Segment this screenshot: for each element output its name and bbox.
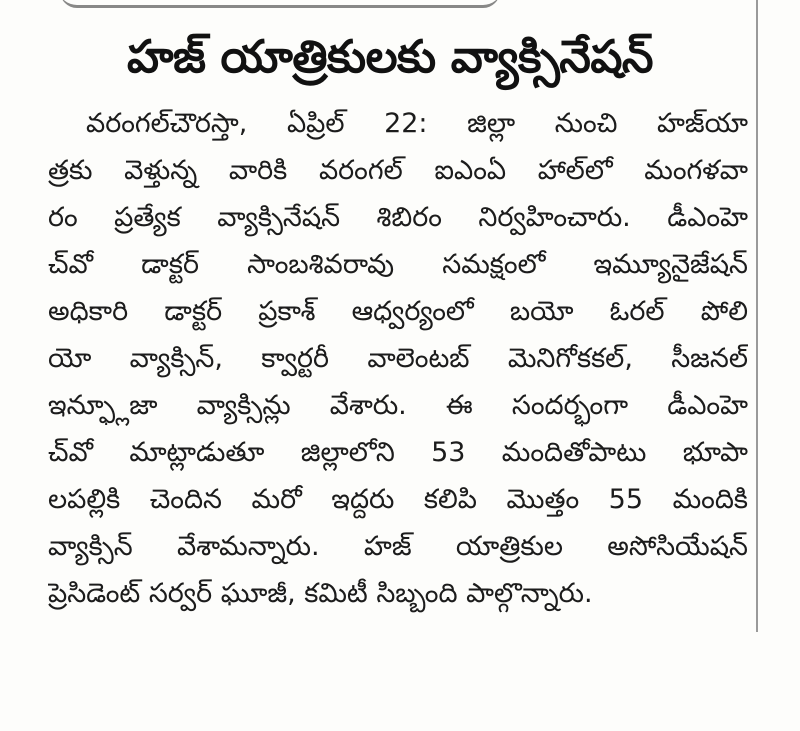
- article-line-11: ప్రెసిడెంట్ సర్వర్ ఘూజీ, కమిటీ సిబ్బంది పాల్గొన్నారు.: [48, 578, 593, 609]
- column-divider: [756, 0, 758, 632]
- article-headline: హజ్ యాత్రికులకు వ్యాక్సినేషన్: [126, 30, 654, 83]
- article-body: [48, 100, 748, 617]
- article-line-2: త్రకు వెళ్తున్న వారికి వరంగల్ ఐఎంఏ హాల్‌లో మంగళవా: [48, 155, 748, 186]
- article-line-9: లపల్లికి చెందిన మరో ఇద్దరు కలిపి మొత్తం 55 మందికి: [48, 484, 748, 515]
- article-line-10: వ్యాక్సిన్ వేశామన్నారు. హజ్ యాత్రికుల అసోసియేషన్: [48, 531, 748, 562]
- previous-article-edge: [60, 0, 500, 10]
- article-line-7: ఇన్ఫ్లూజా వ్యాక్సిన్లు వేశారు. ఈ సందర్భంగా డీఎంహె: [48, 390, 748, 421]
- article-line-6: యో వ్యాక్సిన్, క్వార్టరీ వాలెంటబ్ మెనిగోకకల్, సీజనల్: [48, 343, 748, 374]
- article-line-5: అధికారి డాక్టర్ ప్రకాశ్ ఆధ్వర్యంలో బయో ఓరల్ పోలి: [48, 296, 748, 327]
- article-line-8: చ్‌వో మాట్లాడుతూ జిల్లాలోని 53 మందితోపాటు భూపా: [48, 437, 748, 468]
- article-line-4: చ్‌వో డాక్టర్ సాంబశివరావు సమక్షంలో ఇమ్యూనైజేషన్: [48, 249, 748, 280]
- article-line-3: రం ప్రత్యేక వ్యాక్సినేషన్ శిబిరం నిర్వహించారు. డీఎంహె: [48, 202, 748, 233]
- article-line-1: వరంగల్‌చౌరస్తా, ఏప్రిల్ 22: జిల్లా నుంచి హజ్‌యా: [86, 108, 748, 139]
- previous-article-fragment: [60, 0, 500, 8]
